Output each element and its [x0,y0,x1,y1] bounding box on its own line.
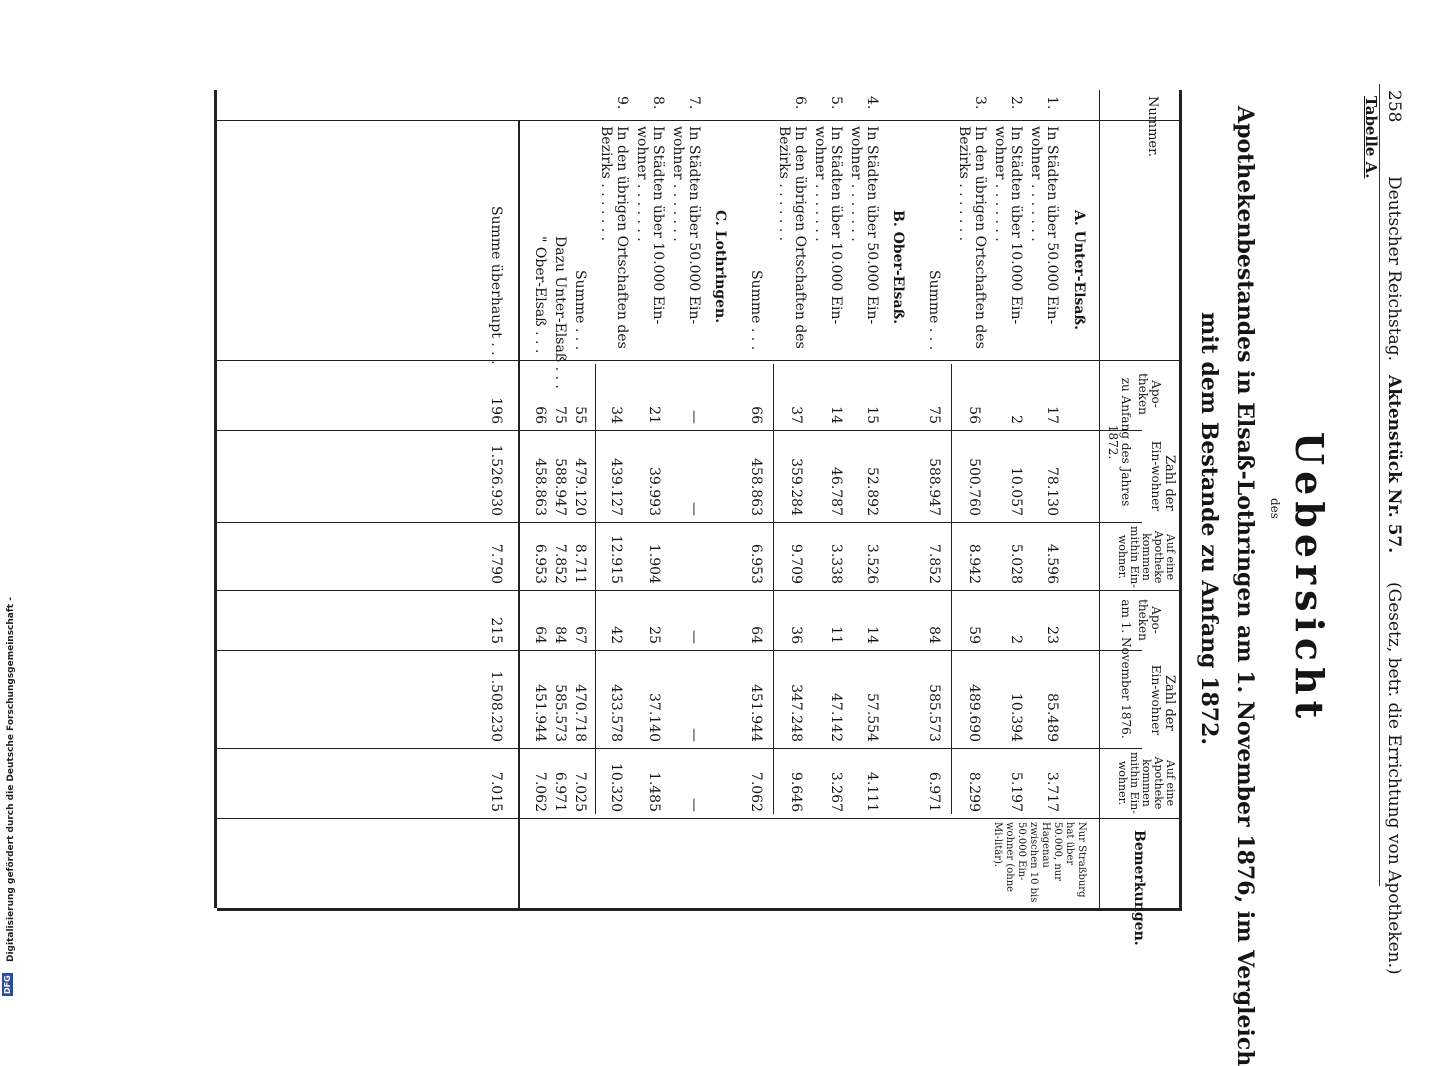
sum-label: Summe . . . [926,270,942,351]
table-top-rule [1179,90,1182,908]
cell-einwohner-1876: 347.248 [788,684,804,742]
title-line-1: Apothekenbestandes in Elsaß-Lothringen am 1. November 1876, im Vergleich [1232,106,1258,1066]
row-number: 1. [1044,96,1060,110]
document-reference: Aktenstück Nr. 57. [1384,375,1404,554]
row-number: 9. [614,96,630,110]
cell-per-apotheke-1872: 3.526 [864,543,880,584]
add-per-apotheke-1872: 7.852 [552,543,568,584]
cell-apotheken-1872: 34 [608,406,624,424]
sum-apotheken-1876: 67 [572,626,588,644]
cell-apotheken-1876: 23 [1044,626,1060,644]
add-einwohner-1872: 588.947 [552,458,568,516]
row-label: In den übrigen Ortschaften des Bezirks . . . . . . . [598,126,630,349]
sum-apotheken-1876: 64 [748,626,764,644]
cell-einwohner-1872: 500.760 [966,458,982,516]
sum-per-apotheke-1872: 6.953 [748,543,764,584]
remark-text: Nur Straßburg hat über 50.000, nur Hagenau zwischen 10 bis 50.000 Ein-wohner (ohne Mi-litär). [992,822,1087,903]
add-label: Dazu Unter-Elsaß . . . [552,236,568,389]
sum-rule [773,364,774,814]
cell-apotheken-1876: 25 [646,626,662,644]
grand-total-per-apotheke-1876: 7.015 [488,771,504,812]
col-head-zahl-der-1876: Zahl der [1162,675,1177,731]
add-einwohner-1876: 585.573 [552,684,568,742]
cell-per-apotheke-1876: 8.299 [966,771,982,812]
cell-per-apotheke-1876: 3.267 [828,771,844,812]
sum-apotheken-1872: 66 [748,406,764,424]
cell-per-apotheke-1872: 3.338 [828,543,844,584]
cell-einwohner-1876: 47.142 [828,693,844,742]
sum-einwohner-1872: 479.120 [572,458,588,516]
cell-apotheken-1876: 42 [608,626,624,644]
row-number: 5. [828,96,844,110]
row-label: In den übrigen Ortschaften des Bezirks . . . . . . . [956,126,988,349]
cell-apotheken-1872: 2 [1008,415,1024,424]
sum-per-apotheke-1872: 7.852 [926,543,942,584]
cell-per-apotheke-1872: 5.028 [1008,543,1024,584]
row-number: 3. [972,96,988,110]
page-number: 258 [1384,90,1404,123]
col-head-apotheken-1876: Apo-theken [1136,599,1163,641]
col-divider-label [217,360,1182,361]
cell-apotheken-1872: 56 [966,406,982,424]
sum-einwohner-1876: 451.944 [748,684,764,742]
title-connector: des [1268,498,1282,519]
row-number: 6. [792,96,808,110]
row-label: In Städten über 10.000 Ein-wohner . . . . . . . [992,126,1024,325]
cell-apotheken-1872: 14 [828,406,844,424]
cell-einwohner-1876: 85.489 [1044,693,1060,742]
add-label: " Ober-Elsaß . . . [532,236,548,354]
cell-apotheken-1872: 15 [864,406,880,424]
sum-label: Summe . . . [572,270,588,351]
sum-per-apotheke-1876: 7.062 [748,771,764,812]
cell-apotheken-1876: 36 [788,626,804,644]
col-divider-nummer [217,120,1182,121]
grand-total-per-apotheke-1872: 7.790 [488,543,504,584]
sum-per-apotheke-1876: 7.025 [572,771,588,812]
col-head-zahl-der-1872: Zahl der [1162,455,1177,511]
cell-apotheken-1872: — [686,410,702,424]
col-head-bemerkungen: Bemerkungen. [1131,830,1147,946]
col-head-nummer: Nummer. [1145,96,1160,158]
cell-per-apotheke-1872: 12.915 [608,535,624,584]
col-head-period-1876: am 1. November 1876. [1119,599,1133,739]
cell-apotheken-1872: 37 [788,406,804,424]
sum-rule [595,364,596,814]
add-per-apotheke-1876: 6.971 [552,771,568,812]
add-apotheken-1872: 75 [552,406,568,424]
dfg-logo: DFG [3,975,12,994]
cell-per-apotheke-1872: 9.709 [788,543,804,584]
cell-einwohner-1872: 10.057 [1008,467,1024,516]
row-label: In Städten über 10.000 Ein-wohner . . . . . . . [812,126,844,325]
grand-total-apotheken-1872: 196 [488,397,504,424]
sum-einwohner-1872: 588.947 [926,458,942,516]
cell-per-apotheke-1876: 10.320 [608,763,624,812]
add-per-apotheke-1872: 6.953 [532,543,548,584]
sum-einwohner-1872: 458.863 [748,458,764,516]
sum-per-apotheke-1872: 8.711 [572,543,588,584]
cell-einwohner-1876: 489.690 [966,684,982,742]
row-number: 8. [650,96,666,110]
cell-per-apotheke-1876: 9.646 [788,771,804,812]
cell-einwohner-1872: 39.993 [646,467,662,516]
col-head-apotheken-1872: Apo-theken [1136,373,1163,415]
sum-per-apotheke-1876: 6.971 [926,771,942,812]
sum-einwohner-1876: 585.573 [926,684,942,742]
cell-per-apotheke-1876: 1.485 [646,771,662,812]
row-number: 2. [1008,96,1024,110]
document-subject: (Gesetz, betr. die Errichtung von Apotheken.) [1384,582,1404,975]
cell-einwohner-1872: 46.787 [828,467,844,516]
row-label: In Städten über 10.000 Ein-wohner . . . . . . . [634,126,666,325]
dfg-funding-note: Digitalisierung gefördert durch die Deutsche Forschungsgemeinschaft - [6,597,16,962]
add-einwohner-1876: 451.944 [532,684,548,742]
header-rule [1379,84,1380,886]
sum-rule [951,364,952,814]
col-head-einwohner-1876: Ein-wohner [1149,664,1163,736]
cell-per-apotheke-1872: 8.942 [966,543,982,584]
col-divider-a72 [217,430,1142,431]
cell-apotheken-1872: 17 [1044,406,1060,424]
col-divider-p76 [217,818,1182,819]
grand-total-rule [518,120,520,908]
col-head-per-apotheke-1876: Auf eine Apotheke kommen mithin Ein-wohner. [1116,752,1177,814]
table-bottom-rule [214,90,217,908]
cell-apotheken-1876: 11 [828,626,844,644]
cell-apotheken-1876: — [686,630,702,644]
table-right-rule [217,908,1182,911]
row-label: In den übrigen Ortschaften des Bezirks . . . . . . . [776,126,808,349]
cell-einwohner-1876: 37.140 [646,693,662,742]
cell-per-apotheke-1876: — [686,798,702,812]
col-head-einwohner-1872: Ein-wohner [1149,440,1163,512]
cell-apotheken-1876: 14 [864,626,880,644]
col-head-per-apotheke-1872: Auf eine Apotheke kommen mithin Ein-wohner. [1116,526,1177,588]
cell-einwohner-1872: — [686,502,702,516]
sum-apotheken-1872: 55 [572,406,588,424]
cell-apotheken-1876: 59 [966,626,982,644]
col-divider-e76 [217,748,1142,749]
sum-apotheken-1872: 75 [926,406,942,424]
document-title: Uebersicht [1287,432,1332,725]
sum-apotheken-1876: 84 [926,626,942,644]
cell-apotheken-1876: 2 [1008,635,1024,644]
cell-einwohner-1872: 439.127 [608,458,624,516]
row-label: In Städten über 50.000 Ein-wohner . . . . . . . [670,126,702,325]
cell-per-apotheke-1876: 3.717 [1044,771,1060,812]
row-label: In Städten über 50.000 Ein-wohner . . . . . . . [848,126,880,325]
cell-per-apotheke-1872: 1.904 [646,543,662,584]
col-head-period-1872: zu Anfang des Jahres 1872. [1106,377,1133,507]
table-label: Tabelle A. [1362,96,1380,179]
section-title: B. Ober-Elsaß. [890,210,906,325]
cell-einwohner-1876: 433.578 [608,684,624,742]
col-divider-e72 [217,522,1142,523]
cell-einwohner-1872: 359.284 [788,458,804,516]
add-apotheken-1876: 64 [532,626,548,644]
running-title: Deutscher Reichstag. [1384,176,1404,361]
cell-apotheken-1872: 21 [646,406,662,424]
add-apotheken-1872: 66 [532,406,548,424]
cell-per-apotheke-1876: 4.111 [864,771,880,812]
row-label: In Städten über 50.000 Ein-wohner . . . . . . . [1028,126,1060,325]
section-title: A. Unter-Elsaß. [1071,210,1087,331]
grand-total-label: Summe überhaupt . . . [488,206,504,365]
col-divider-a76 [217,650,1142,651]
grand-total-einwohner-1872: 1.526.930 [488,444,504,516]
cell-einwohner-1872: 52.892 [864,467,880,516]
row-number: 7. [686,96,702,110]
sum-label: Summe . . . [748,270,764,351]
col-divider-p72 [217,590,1182,591]
cell-einwohner-1876: — [686,728,702,742]
sum-einwohner-1876: 470.718 [572,684,588,742]
section-title: C. Lothringen. [712,210,728,324]
table-header-rule [1099,90,1100,908]
add-apotheken-1876: 84 [552,626,568,644]
cell-einwohner-1872: 78.130 [1044,467,1060,516]
grand-total-apotheken-1876: 215 [488,617,504,644]
add-einwohner-1872: 458.863 [532,458,548,516]
cell-per-apotheke-1876: 5.197 [1008,771,1024,812]
title-line-2: mit dem Bestande zu Anfang 1872. [1196,312,1222,746]
cell-einwohner-1876: 57.554 [864,693,880,742]
row-number: 4. [864,96,880,110]
grand-total-einwohner-1876: 1.508.230 [488,670,504,742]
cell-per-apotheke-1872: 4.596 [1044,543,1060,584]
add-per-apotheke-1876: 7.062 [532,771,548,812]
cell-einwohner-1876: 10.394 [1008,693,1024,742]
